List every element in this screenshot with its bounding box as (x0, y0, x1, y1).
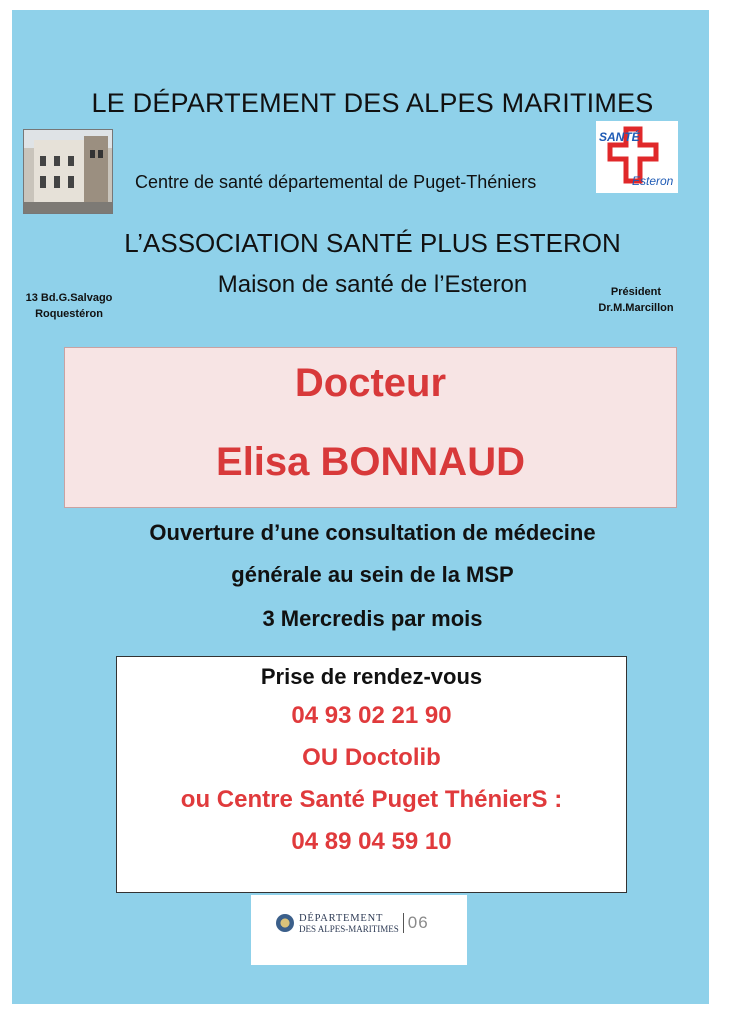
doctolib-option: OU Doctolib (302, 744, 441, 771)
consultation-line-1: Ouverture d’une consultation de médecine (149, 520, 596, 545)
address-town: Roquestéron (35, 308, 103, 320)
svg-text:Esteron: Esteron (632, 174, 674, 188)
phone-number-center: 04 89 04 59 10 (291, 828, 452, 855)
department-logo-text (299, 913, 399, 934)
department-number: 06 (407, 913, 429, 932)
department-title: LE DÉPARTEMENT DES ALPES MARITIMES (91, 88, 654, 118)
association-title: L’ASSOCIATION SANTÉ PLUS ESTERON (124, 228, 621, 258)
president-block (586, 284, 686, 316)
address-street: 13 Bd.G.Salvago (25, 292, 113, 304)
svg-text:SANTÉ: SANTÉ (599, 130, 640, 144)
sante-esteron-logo (596, 121, 678, 193)
address-block (14, 290, 124, 322)
building-photo (23, 129, 113, 214)
phone-number-primary: 04 93 02 21 90 (291, 702, 452, 729)
health-center-text: Centre de santé départemental de Puget-Théniers (135, 172, 537, 192)
center-option: ou Centre Santé Puget ThénierS : (180, 786, 563, 813)
department-logo (276, 911, 429, 935)
department-logo-line2: DES ALPES-MARITIMES (299, 923, 399, 934)
appointment-box (116, 656, 627, 893)
president-name: Dr.M.Marcillon (598, 302, 674, 314)
president-label: Président (610, 286, 662, 298)
consultation-line-2: générale au sein de la MSP (231, 562, 514, 587)
maison-sante-title: Maison de santé de l’Esteron (217, 271, 528, 298)
schedule-text: 3 Mercredis par mois (262, 606, 483, 631)
department-logo-line1: DÉPARTEMENT (299, 912, 384, 924)
doctor-name: Elisa BONNAUD (216, 440, 525, 484)
doctor-title: Docteur (294, 361, 447, 405)
logo-divider (403, 913, 404, 933)
appointment-heading: Prise de rendez-vous (260, 664, 483, 689)
seal-icon (276, 914, 294, 932)
